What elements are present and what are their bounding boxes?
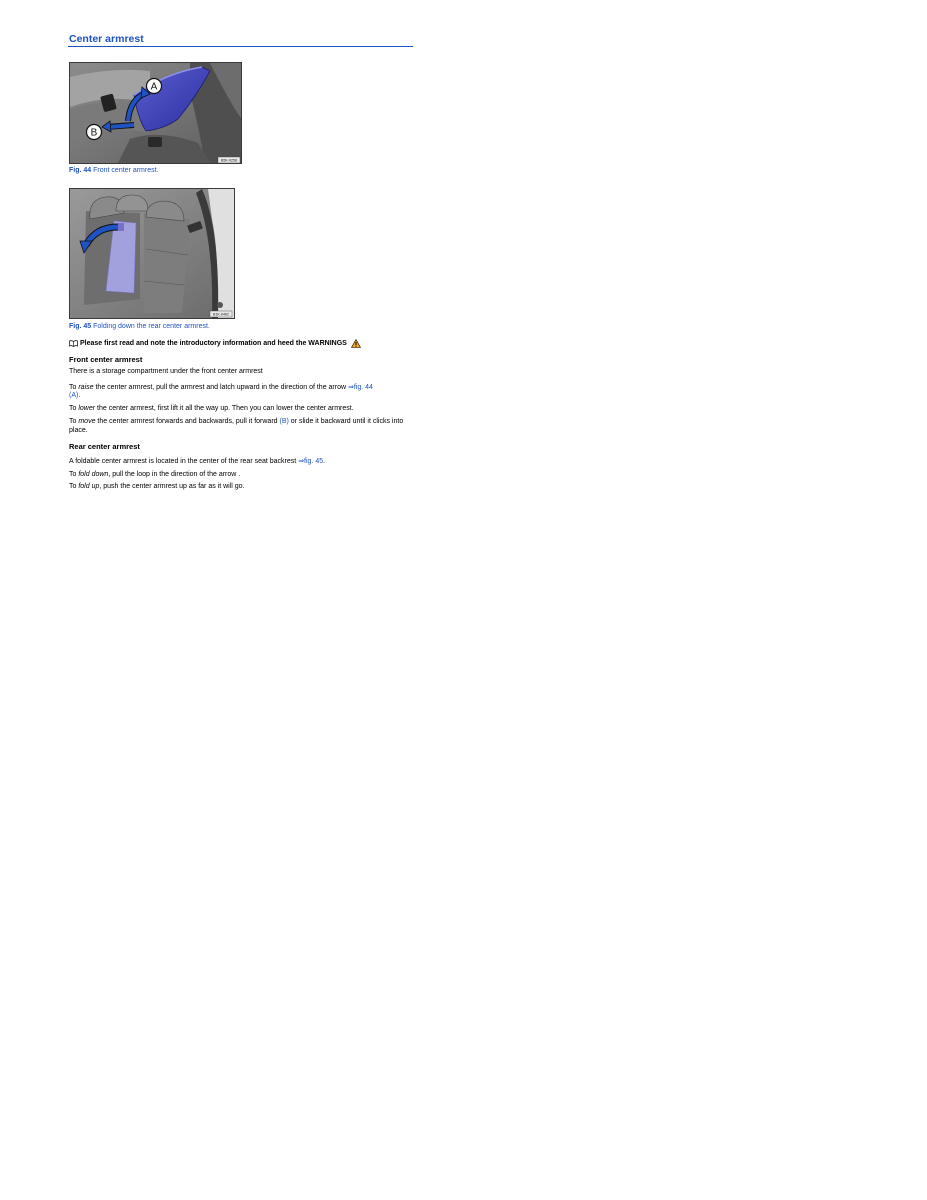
figure-code: B1K-0462	[213, 312, 229, 317]
figure-label: Fig. 44	[69, 166, 92, 174]
figure-code: B5K-0258	[221, 158, 237, 163]
warning-note	[69, 339, 361, 348]
warning-note-text: Please first read and note the introductory information and heed the WARNINGS	[80, 339, 347, 347]
paragraph: There is a storage compartment under the front center armrest	[69, 368, 263, 375]
paragraph: To fold down, pull the loop in the direction of the arrow .	[69, 470, 241, 478]
figure-caption-text: Front center armrest.	[93, 166, 159, 174]
paragraph: To move the center armrest forwards and backwards, pull it forward (B) or slide it backward until it clicks into place.	[69, 418, 404, 434]
figure-caption	[69, 323, 210, 330]
book-icon	[69, 340, 78, 347]
callout-b-label: B	[90, 127, 98, 139]
section-heading-front: Front center armrest	[69, 355, 143, 364]
fig44-link[interactable]: ⇒fig. 44	[348, 383, 373, 391]
paragraph: To raise the center armrest, pull the armrest and latch upward in the direction of the arrow ⇒fig. 44 (A).	[69, 383, 373, 399]
paragraph: To fold up, push the center armrest up as far as it will go.	[69, 483, 245, 490]
paragraph: To lower the center armrest, first lift it all the way up. Then you can lower the center armrest.	[69, 405, 354, 412]
figure-rear-armrest	[69, 188, 235, 319]
section-heading-rear: Rear center armrest	[69, 442, 140, 451]
figure-caption	[69, 167, 159, 174]
figure-front-armrest	[69, 62, 242, 164]
warning-triangle-icon[interactable]	[351, 339, 361, 348]
callout-a-link[interactable]: (A)	[69, 392, 79, 399]
fig45-link[interactable]: ⇒fig. 45	[298, 458, 324, 465]
title-divider	[68, 46, 413, 47]
callout-b-link[interactable]: (B)	[279, 418, 289, 425]
paragraph: A foldable center armrest is located in the center of the rear seat backrest ⇒fig. 45.	[69, 458, 326, 465]
callout-a-label: A	[150, 81, 158, 93]
figure-label: Fig. 45	[69, 322, 92, 330]
page-title: Center armrest	[69, 33, 144, 45]
figure-caption-text: Folding down the rear center armrest.	[93, 322, 210, 330]
